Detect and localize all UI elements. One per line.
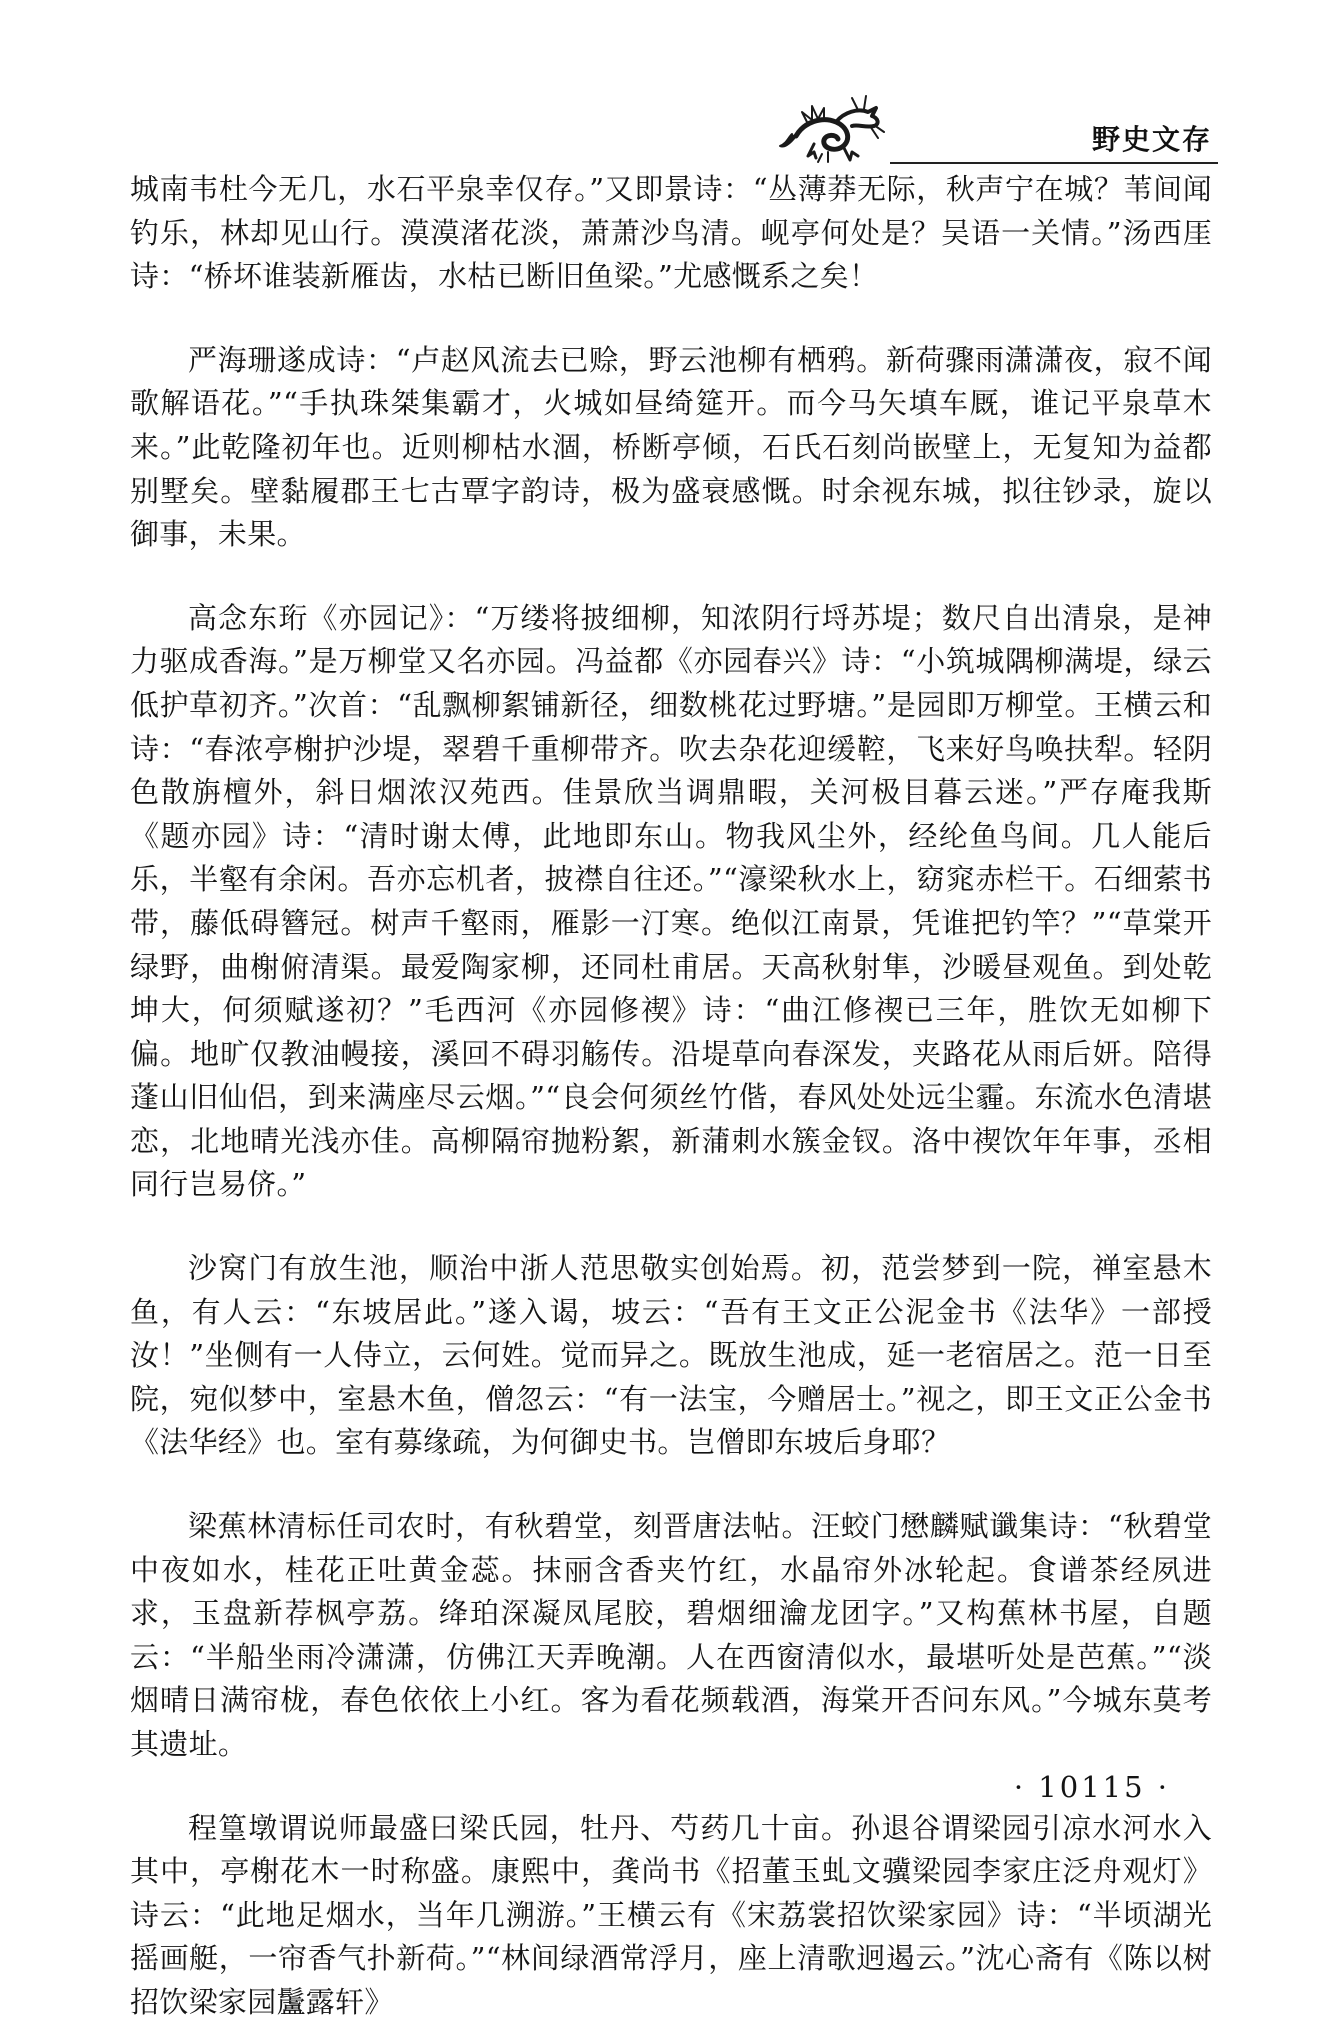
paragraph: 城南韦杜今无几，水石平泉幸仅存。”又即景诗：“丛薄莽无际，秋声宁在城？苇间闻钓乐，林却见山行。漠漠渚花淡，萧萧沙鸟清。岘亭何处是？吴语一关情。”汤西厓诗：“桥坏谁装新雁齿，水枯已断旧鱼梁。”尤感慨系之矣！: [130, 172, 1212, 294]
running-header: [778, 92, 1218, 164]
running-header-title: 野史文存: [1091, 123, 1212, 156]
paragraph: 严海珊遂成诗：“卢赵风流去已赊，野云池柳有栖鸦。新荷骤雨潇潇夜，寂不闻歌解语花。”“手执珠桀集霸才，火城如昼绮筵开。而今马矢填车厩，谁记平泉草木来。”此乾隆初年也。近则柳枯水涸，桥断亭倾，石氏石刻尚嵌壁上，无复知为益都别墅矣。壁黏履郡王七古覃字韵诗，极为盛衰感慨。时余视东城，拟往钞录，旋以御事，未果。: [130, 342, 1212, 552]
paragraph: 梁蕉林清标任司农时，有秋碧堂，刻晋唐法帖。汪蛟门懋麟赋谶集诗：“秋碧堂中夜如水，桂花正吐黄金蕊。抹丽含香夹竹红，水晶帘外冰轮起。食谱茶经夙进求，玉盘新荐枫亭荔。绛珀深凝凤尾胶，碧烟细瀹龙团字。”又构蕉林书屋，自题云：“半船坐雨冷潇潇，仿佛江天弄晚潮。人在西窗清似水，最堪听处是芭蕉。”“淡烟晴日满帘栊，春色依依上小红。客为看花频载酒，海棠开否问东风。”今城东莫考其遗址。: [130, 1509, 1212, 1761]
page-number: · 10115 ·: [1013, 1770, 1170, 1804]
paragraph: 沙窝门有放生池，顺治中浙人范思敬实创始焉。初，范尝梦到一院，禅室悬木鱼，有人云：“东坡居此。”遂入谒，坡云：“吾有王文正公泥金书《法华》一部授汝！”坐侧有一人侍立，云何姓。觉而异之。既放生池成，延一老宿居之。范一日至院，宛似梦中，室悬木鱼，僧忽云：“有一法宝，今赠居士。”视之，即王文正公金书《法华经》也。室有募缘疏，为何御史书。岂僧即东坡后身耶？: [130, 1251, 1212, 1460]
header-divider: [890, 162, 1218, 164]
paragraph: 程篁墩谓说师最盛曰梁氏园，牡丹、芍药几十亩。孙退谷谓梁园引凉水河水入其中，亭榭花木一时称盛。康熙中，龚尚书《招董玉虬文骥梁园李家庄泛舟观灯》诗云：“此地足烟水，当年几溯游。”王横云有《宋荔裳招饮梁家园》诗：“半顷湖光摇画艇，一帘香气扑新荷。”“林间绿酒常浮月，座上清歌迥遏云。”沈心斋有《陈以树招饮梁家园䰕露轩》: [130, 1810, 1212, 2019]
paragraph: 高念东珩《亦园记》：“万缕将披细柳，知浓阴行埒苏堤；数尺自出清泉，是神力驱成香海。”是万柳堂又名亦园。冯益都《亦园春兴》诗：“小筑城隅柳满堤，绿云低护草初齐。”次首：“乱飘柳絮铺新径，细数桃花过野塘。”是园即万柳堂。王横云和诗：“春浓亭榭护沙堤，翠碧千重柳带齐。吹去杂花迎缓鞚，飞来好鸟唤扶犁。轻阴色散旃檀外，斜日烟浓汉苑西。佳景欣当调鼎暇，关河极目暮云迷。”严存庵我斯《题亦园》诗：“清时谢太傅，此地即东山。物我风尘外，经纶鱼鸟间。几人能后乐，半壑有余闲。吾亦忘机者，披襟自往还。”“濠梁秋水上，窈窕赤栏干。石细萦书带，藤低碍簪冠。树声千壑雨，雁影一汀寒。绝似江南景，凭谁把钓竿？”“草棠开绿野，曲榭俯清渠。最爱陶家柳，还同杜甫居。天高秋射隼，沙暖昼观鱼。到处乾坤大，何须赋遂初？”毛西河《亦园修禊》诗：“曲江修禊已三年，胜饮无如柳下偏。地旷仅教油幔接，溪回不碍羽觞传。沿堤草向春深发，夹路花从雨后妍。陪得蓬山旧仙侣，到来满座尽云烟。”“良会何须丝竹偕，春风处处远尘霾。东流水色清堪恋，北地晴光浅亦佳。高柳隔帘抛粉絮，新蒲刺水簇金钗。洛中禊饮年年事，丞相同行岂易侪。”: [130, 600, 1212, 1202]
page-body: [130, 168, 1212, 2025]
dragon-emblem-icon: [778, 92, 888, 164]
